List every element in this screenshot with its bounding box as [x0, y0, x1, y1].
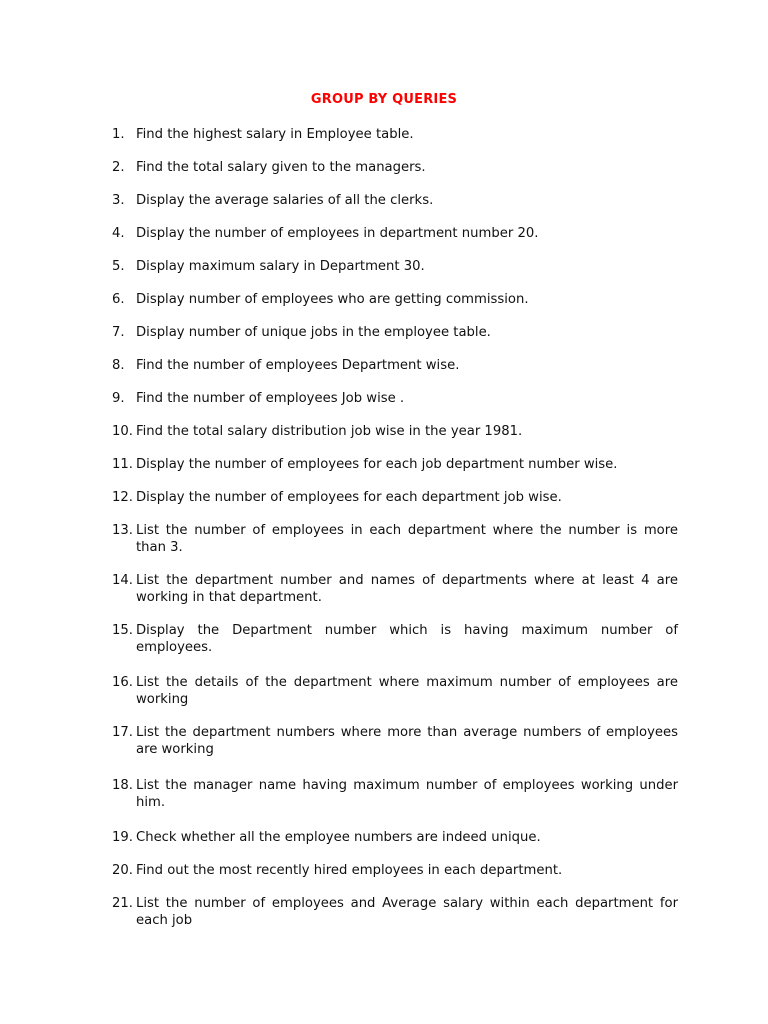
item-number: 5.	[112, 259, 125, 274]
item-text: Find the total salary distribution job wise in the year 1981.	[136, 424, 523, 439]
item-text: List the number of employees in each department where the number is more than 3.	[136, 523, 678, 555]
item-text: Find the highest salary in Employee table.	[136, 127, 414, 142]
list-item	[112, 423, 678, 440]
item-text: Check whether all the employee numbers are indeed unique.	[136, 830, 541, 845]
list-item	[112, 159, 678, 176]
item-text: Display the number of employees for each department job wise.	[136, 490, 562, 505]
item-number: 15.	[112, 623, 133, 638]
list-item	[112, 357, 678, 374]
item-text: Find out the most recently hired employees in each department.	[136, 863, 563, 878]
item-number: 11.	[112, 457, 133, 472]
item-number: 18.	[112, 778, 133, 793]
list-item	[112, 622, 678, 656]
query-list	[112, 126, 678, 929]
item-number: 10.	[112, 424, 133, 439]
list-item	[112, 489, 678, 506]
item-number: 20.	[112, 863, 133, 878]
page-title: GROUP BY QUERIES	[310, 92, 458, 107]
item-number: 21.	[112, 896, 133, 911]
list-item	[112, 522, 678, 556]
list-item	[112, 291, 678, 308]
list-item	[112, 225, 678, 242]
item-number: 14.	[112, 573, 133, 588]
item-number: 12.	[112, 490, 133, 505]
item-number: 7.	[112, 325, 125, 340]
item-text: Display the average salaries of all the clerks.	[136, 193, 434, 208]
item-number: 3.	[112, 193, 125, 208]
item-text: List the manager name having maximum number of employees working under him.	[136, 778, 678, 810]
item-number: 1.	[112, 127, 125, 142]
item-number: 8.	[112, 358, 125, 373]
item-text: List the number of employees and Average salary within each department for each job	[136, 896, 678, 928]
item-number: 2.	[112, 160, 125, 175]
list-item	[112, 126, 678, 143]
item-number: 4.	[112, 226, 125, 241]
item-text: Display the Department number which is having maximum number of employees.	[136, 623, 678, 655]
list-item	[112, 895, 678, 929]
list-item	[112, 862, 678, 879]
item-text: Display number of unique jobs in the employee table.	[136, 325, 491, 340]
list-item	[112, 572, 678, 606]
item-number: 17.	[112, 725, 133, 740]
item-text: List the department numbers where more than average numbers of employees are working	[136, 725, 678, 757]
item-text: Display maximum salary in Department 30.	[136, 259, 425, 274]
item-text: Display the number of employees in department number 20.	[136, 226, 539, 241]
item-number: 16.	[112, 675, 133, 690]
item-text: Find the total salary given to the managers.	[136, 160, 426, 175]
list-item	[112, 829, 678, 846]
list-item	[112, 777, 678, 811]
item-text: Display number of employees who are getting commission.	[136, 292, 529, 307]
item-number: 13.	[112, 523, 133, 538]
item-number: 9.	[112, 391, 125, 406]
item-text: Find the number of employees Department wise.	[136, 358, 460, 373]
list-item	[112, 390, 678, 407]
list-item	[112, 324, 678, 341]
list-item	[112, 724, 678, 758]
item-text: Display the number of employees for each job department number wise.	[136, 457, 618, 472]
item-number: 6.	[112, 292, 125, 307]
item-text: Find the number of employees Job wise .	[136, 391, 405, 406]
item-text: List the details of the department where maximum number of employees are working	[136, 675, 678, 707]
list-item	[112, 456, 678, 473]
list-item	[112, 674, 678, 708]
item-number: 19.	[112, 830, 133, 845]
item-text: List the department number and names of departments where at least 4 are working in that department.	[136, 573, 678, 605]
list-item	[112, 258, 678, 275]
list-item	[112, 192, 678, 209]
